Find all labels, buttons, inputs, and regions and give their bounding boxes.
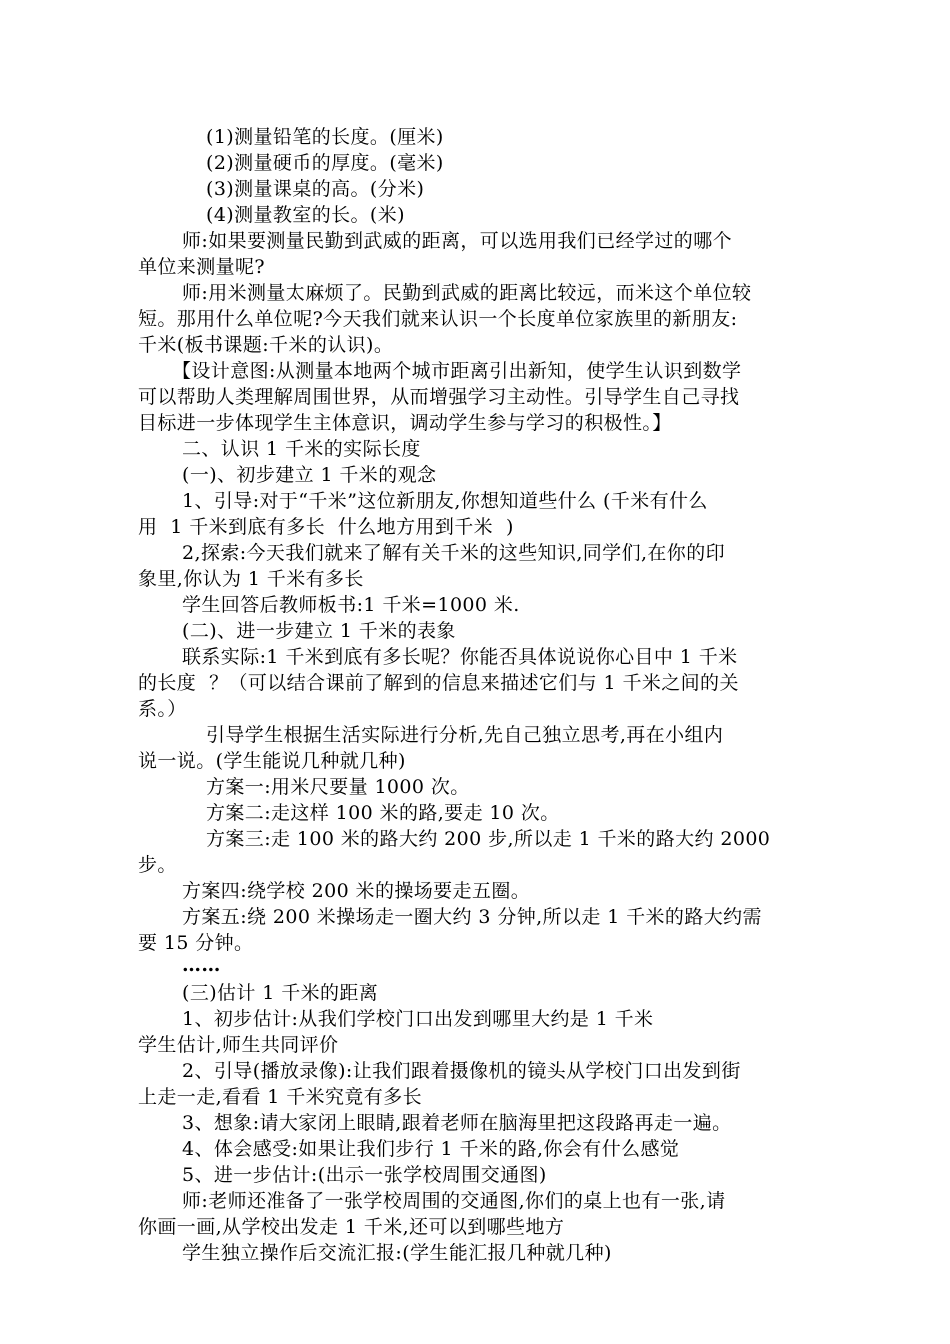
text-line: 系。） xyxy=(138,698,187,720)
plan-item: 方案五:绕 200 米操场走一圈大约 3 分钟,所以走 1 千米的路大约需 xyxy=(182,906,762,928)
text-line: 2,探索:今天我们就来了解有关千米的这些知识,同学们,在你的印 xyxy=(182,542,726,564)
text-line: 可以帮助人类理解周围世界，从而增强学习主动性。引导学生自己寻找 xyxy=(138,386,740,408)
text-line: 【设计意图:从测量本地两个城市距离引出新知，使学生认识到数学 xyxy=(172,360,742,382)
text-line: 上走一走,看看 1 千米究竟有多长 xyxy=(138,1086,423,1108)
text-line: (1)测量铅笔的长度。(厘米) xyxy=(206,126,444,148)
text-line: 联系实际:1 千米到底有多长呢？你能否具体说说你心目中 1 千米 xyxy=(182,646,738,668)
plan-item: 方案二:走这样 100 米的路,要走 10 次。 xyxy=(206,802,560,824)
ellipsis: …… xyxy=(182,954,221,976)
text-line: 学生回答后教师板书:1 千米=1000 米. xyxy=(182,594,520,616)
text-line: 4、体会感受:如果让我们步行 1 千米的路,你会有什么感觉 xyxy=(182,1138,680,1160)
text-line: 单位来测量呢? xyxy=(138,256,265,278)
text-line: 师:老师还准备了一张学校周围的交通图,你们的桌上也有一张,请 xyxy=(182,1190,726,1212)
plan-item: 方案一:用米尺要量 1000 次。 xyxy=(206,776,470,798)
text-line: 说一说。(学生能说几种就几种) xyxy=(138,750,406,772)
text-line: 3、想象:请大家闭上眼睛,跟着老师在脑海里把这段路再走一遍。 xyxy=(182,1112,732,1134)
text-line: 的长度 ？（可以结合课前了解到的信息来描述它们与 1 千米之间的关 xyxy=(138,672,739,694)
text-line: 5、进一步估计:(出示一张学校周围交通图) xyxy=(182,1164,547,1186)
text-line: 千米(板书课题:千米的认识)。 xyxy=(138,334,394,356)
plan-item: 方案四:绕学校 200 米的操场要走五圈。 xyxy=(182,880,531,902)
text-line: 2、引导(播放录像):让我们跟着摄像机的镜头从学校门口出发到街 xyxy=(182,1060,741,1082)
text-line: 引导学生根据生活实际进行分析,先自己独立思考,再在小组内 xyxy=(206,724,724,746)
text-line: 用 1 千米到底有多长 什么地方用到千米 ) xyxy=(138,516,514,538)
text-line: 1、初步估计:从我们学校门口出发到哪里大约是 1 千米 xyxy=(182,1008,654,1030)
text-line: 学生估计,师生共同评价 xyxy=(138,1034,339,1056)
text-line: (2)测量硬币的厚度。(毫米) xyxy=(206,152,444,174)
text-line: 要 15 分钟。 xyxy=(138,932,254,954)
text-line: 象里,你认为 1 千米有多长 xyxy=(138,568,364,590)
text-line: 师:用米测量太麻烦了。民勤到武威的距离比较远，而米这个单位较 xyxy=(182,282,752,304)
subsection-heading: (一)、初步建立 1 千米的观念 xyxy=(182,464,437,486)
section-heading: 二、认识 1 千米的实际长度 xyxy=(182,438,421,460)
subsection-heading: (三)估计 1 千米的距离 xyxy=(182,982,379,1004)
text-line: 学生独立操作后交流汇报:(学生能汇报几种就几种) xyxy=(182,1242,612,1264)
text-line: (4)测量教室的长。(米) xyxy=(206,204,405,226)
text-line: 你画一画,从学校出发走 1 千米,还可以到哪些地方 xyxy=(138,1216,565,1238)
plan-item: 方案三:走 100 米的路大约 200 步,所以走 1 千米的路大约 2000 xyxy=(206,828,771,850)
text-line: 师:如果要测量民勤到武威的距离，可以选用我们已经学过的哪个 xyxy=(182,230,733,252)
text-line: 步。 xyxy=(138,854,177,876)
text-line: 短。那用什么单位呢?今天我们就来认识一个长度单位家族里的新朋友: xyxy=(138,308,738,330)
subsection-heading: (二)、进一步建立 1 千米的表象 xyxy=(182,620,456,642)
text-line: 1、引导:对于“千米”这位新朋友,你想知道些什么 (千米有什么 xyxy=(182,490,708,512)
text-line: (3)测量课桌的高。(分米) xyxy=(206,178,425,200)
text-line: 目标进一步体现学生主体意识，调动学生参与学习的积极性。】 xyxy=(138,412,672,434)
